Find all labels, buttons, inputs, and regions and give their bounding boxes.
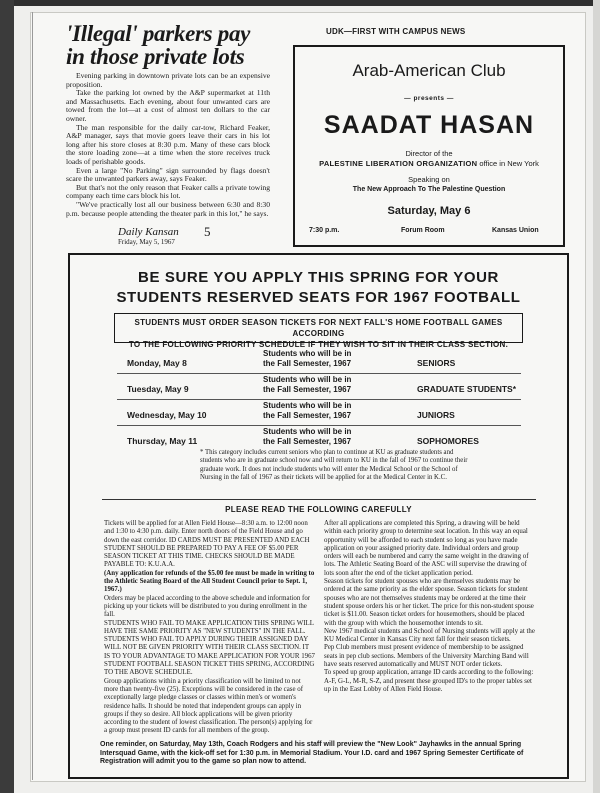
schedule-description-line-2: the Fall Semester, 1967 [263, 358, 352, 368]
scan-right-edge [593, 0, 600, 793]
event-room: Forum Room [401, 227, 445, 234]
schedule-group: GRADUATE STUDENTS* [417, 384, 517, 394]
speaker-name: SAADAT HASAN [323, 111, 535, 139]
scan-left-edge [0, 0, 14, 793]
issue-date: Friday, May 5, 1967 [118, 238, 175, 246]
event-venue: Kansas Union [492, 227, 539, 234]
instruction-paragraph: (Any application for refunds of the $5.00 fee must be made in writing to the Athletic Seating Board of the All Student Council prior to Sept. 1, 1967.) [104, 569, 315, 594]
schedule-description-line-2: the Fall Semester, 1967 [263, 410, 352, 420]
instruction-paragraph: Group applications within a priority classification will be limited to not more than twenty-five (25). Exceptions will be considered in the case of exceptionally large pledge classes or classes within men's or women's residence halls. It should be noted that independent groups can apply in groups if they so desire. All block applications will be given priority according to the student of lowest classification. The person(s) applying for a group must present ID cards for all members of the group. [104, 677, 313, 735]
event-time: 7:30 p.m. [309, 227, 340, 234]
schedule-description-line-1: Students who will be in [263, 349, 352, 358]
ticket-headline-line-1: BE SURE YOU APPLY THIS SPRING FOR YOUR [138, 269, 499, 286]
presents-label: — presents — [404, 95, 454, 102]
read-carefully-heading: PLEASE READ THE FOLLOWING CAREFULLY [225, 505, 412, 514]
priority-notice-line-2: TO THE FOLLOWING PRIORITY SCHEDULE IF THEY WISH TO SIT IN THEIR CLASS SECTION. [128, 340, 509, 349]
schedule-description-line-1: Students who will be in [263, 375, 352, 384]
story-headline-line-2: in those private lots [66, 44, 245, 69]
section-rule [102, 499, 536, 500]
paper-name: Daily Kansan [118, 226, 179, 238]
story-headline-line-1: 'Illegal' parkers pay [66, 21, 251, 46]
story-paragraph: The man responsible for the daily car-tow, Richard Feaker, A&P manager, says that movie goers leave their cars in his lot long after his store closes at 8:30 p.m. Many of these cars block the store loading zone—at a time when the store receives truck loads of perishable goods. [66, 122, 270, 166]
speaking-label: Speaking on [408, 175, 450, 184]
priority-notice-line-1: STUDENTS MUST ORDER SEASON TICKETS FOR NEXT FALL'S HOME FOOTBALL GAMES ACCORDING [134, 318, 503, 338]
schedule-row [117, 425, 521, 451]
schedule-group: JUNIORS [417, 410, 455, 420]
schedule-description-line-1: Students who will be in [263, 427, 352, 436]
schedule-day: Tuesday, May 9 [127, 384, 189, 394]
organization-office: office in New York [477, 159, 539, 168]
spring-game-reminder: One reminder, on Saturday, May 13th, Coach Rodgers and his staff will preview the "New Look" Jayhawks in the annual Spring Intersquad Game, with the kick-off set for 1:30 p.m. in Memorial Stadium. Your I.D. card and 1967 Spring Semester Certificate of Registration will admit you to the game so plan now to attend. [100, 741, 524, 766]
event-date: Saturday, May 6 [387, 205, 471, 217]
schedule-description [263, 375, 351, 394]
schedule-description [263, 349, 351, 368]
schedule-day: Monday, May 8 [127, 358, 187, 368]
instruction-paragraph: After all applications are completed this Spring, a drawing will be held within each priority group to determine seat location. In this way an equal opportunity will be afforded to each student so long as you have made application on your assigned priority date. Individual orders and group orders will each be numbered and carry the same weight in the drawing of lots. The Athletic Seating Board of the ASC will supervise the drawing of lots soon after the end of the ticket application period. [324, 520, 529, 577]
schedule-description-line-2: the Fall Semester, 1967 [263, 384, 352, 394]
ticket-headline-line-2: STUDENTS RESERVED SEATS FOR 1967 FOOTBALL [116, 289, 521, 306]
graduate-footnote: * This category includes current seniors who plan to continue at KU as graduate students and students who are in graduate school now and will return to KU in the fall of 1967 to continue their graduate work. It does not include students who will enter the Medical School or the School of Nursing in the fall of 1967 as their tickets will be applied for at the Medical Center in K.C. [200, 449, 468, 482]
story-paragraph: But that's not the only reason that Feaker calls a private towing company each time cars block his lot. [66, 182, 270, 201]
schedule-group: SENIORS [417, 358, 456, 368]
page-number: 5 [204, 224, 211, 239]
schedule-row [117, 347, 521, 374]
instruction-paragraph: To speed up group application, arrange ID cards according to the following: A-F, G-L, M-R, S-Z, and present these grouped ID's to the proper tables set up in the East Lobby of Allen Field House. [324, 669, 534, 693]
instruction-paragraph: Orders may be placed according to the above schedule and information for picking up your tickets will be distributed to you during enrollment in the fall. [104, 594, 311, 619]
club-event-ad [293, 45, 565, 247]
schedule-description [263, 427, 351, 446]
instructions-right-column [324, 520, 536, 694]
scan-top-edge [0, 0, 600, 6]
schedule-day: Thursday, May 11 [127, 436, 198, 446]
udk-kicker: UDK—FIRST WITH CAMPUS NEWS [326, 27, 466, 36]
schedule-row [117, 373, 521, 400]
schedule-group: SOPHOMORES [417, 436, 479, 446]
speaker-organization [295, 159, 563, 168]
schedule-description-line-2: the Fall Semester, 1967 [263, 436, 352, 446]
story-body [66, 72, 270, 218]
story-paragraph: Evening parking in downtown private lots can be an expensive proposition. [66, 71, 270, 89]
organization-name: PALESTINE LIBERATION ORGANIZATION [319, 159, 478, 168]
schedule-description [263, 401, 351, 420]
instruction-paragraph: Pep Club members must present evidence of membership to be assigned seats in pep club sections. Members of the University Marching Band will have seats reserved automatically and MUST NOT order tickets. [324, 644, 529, 669]
instruction-paragraph: STUDENTS WHO FAIL TO MAKE APPLICATION THIS SPRING WILL HAVE THE SAME PRIORITY AS "NEW STUDENTS" IN THE FALL. STUDENTS WHO FAIL TO APPLY DURING THEIR ASSIGNED DAY WILL NOT BE GIVEN PRIORITY WITH THEIR CLASS SECTION. IT IS TO YOUR ADVANTAGE TO MAKE APPLICATION FOR YOUR 1967 STUDENT FOOTBALL SEASON TICKET THIS SPRING, ACCORDING TO THE ABOVE SCHEDULE. [104, 619, 315, 677]
schedule-row [117, 399, 521, 426]
instruction-paragraph: Tickets will be applied for at Allen Field House—8:30 a.m. to 12:00 noon and 1:30 to 4:30 p.m. daily. Enter north doors of the Field House and go down the east corridor. ID CARDS MUST BE PRESENTED AND EACH STUDENT SHOULD BE PREPARED TO PAY A FEE OF $5.00 PER SEASON TICKET AT THIS TIME. CHECKS SHOULD BE MADE PAYABLE TO: K.U.A.A. [104, 520, 310, 569]
story-headline [66, 22, 266, 68]
story-paragraph: Take the parking lot owned by the A&P supermarket at 11th and Massachusetts. Each evening, about four unwanted cars are towed from the lot—at a cost of almost ten dollars to the car owner. [66, 88, 270, 123]
priority-notice-box [114, 313, 523, 349]
club-name: Arab-American Club [352, 61, 506, 80]
page-margin-rule [32, 12, 33, 780]
schedule-day: Wednesday, May 10 [127, 410, 207, 420]
instruction-paragraph: New 1967 medical students and School of Nursing students will apply at the KU Medical Center in Kansas City next fall for their season tickets. [324, 627, 535, 644]
story-paragraph: "We've practically lost all our business between 6:30 and 8:30 p.m. because people attending the theater park in this lot," he says. [66, 199, 270, 218]
instruction-paragraph: Season tickets for student spouses who are themselves students may be ordered at the same priority as the elder spouse. Season tickets for student spouses who are not themselves students may be ordered at the time their student spouse orders his or her ticket. The price for this non-student spouse ticket is $11.00. Season ticket orders for housemothers, should be placed with the group with which the housemother intends to sit. [324, 578, 534, 627]
story-paragraph: Even a large "No Parking" sign surrounded by flags doesn't scare the unwanted parkers away, says Feaker. [66, 165, 270, 184]
speaker-role: Director of the [405, 149, 453, 158]
instructions-left-column [104, 520, 316, 736]
football-ticket-ad [68, 253, 569, 779]
schedule-description-line-1: Students who will be in [263, 401, 352, 410]
talk-topic: The New Approach To The Palestine Question [352, 186, 506, 193]
